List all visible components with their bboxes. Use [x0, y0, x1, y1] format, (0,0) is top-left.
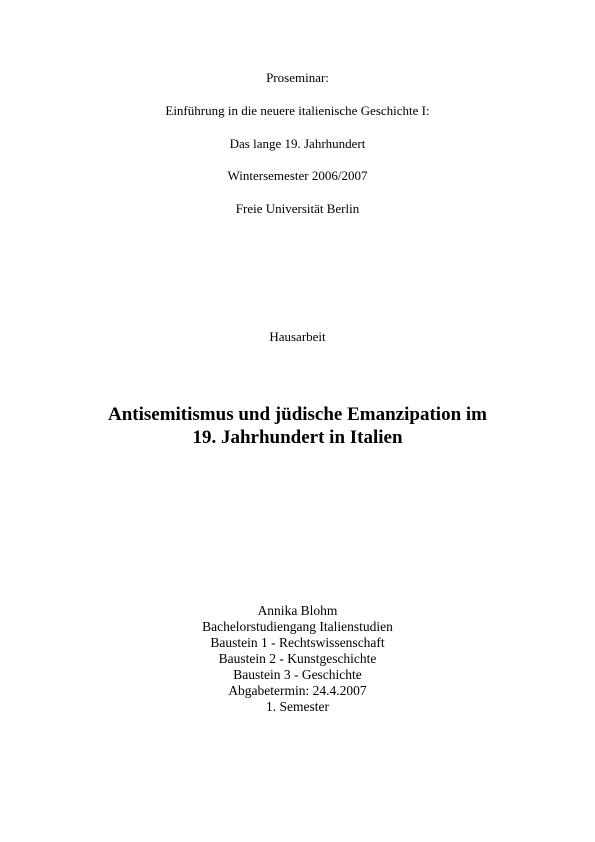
author-semester: 1. Semester — [266, 699, 329, 714]
document-title-line-2: 19. Jahrhundert in Italien — [192, 427, 403, 448]
module-1: Baustein 1 - Rechtswissenschaft — [210, 635, 385, 650]
study-program: Bachelorstudiengang Italienstudien — [202, 619, 393, 634]
document-title-line-1: Antisemitismus und jüdische Emanzipation im — [107, 404, 487, 425]
course-title: Einführung in die neuere italienische Geschichte I: — [165, 103, 430, 118]
author-name: Annika Blohm — [257, 603, 338, 618]
module-3: Baustein 3 - Geschichte — [233, 667, 362, 682]
document-kind: Hausarbeit — [269, 329, 326, 344]
author-block — [0, 603, 595, 715]
university: Freie Universität Berlin — [235, 201, 360, 216]
course-semester: Wintersemester 2006/2007 — [227, 168, 368, 183]
course-subtitle: Das lange 19. Jahrhundert — [229, 136, 366, 151]
module-2: Baustein 2 - Kunstgeschichte — [218, 651, 377, 666]
deadline: Abgabetermin: 24.4.2007 — [228, 683, 367, 698]
course-type: Proseminar: — [266, 70, 329, 85]
